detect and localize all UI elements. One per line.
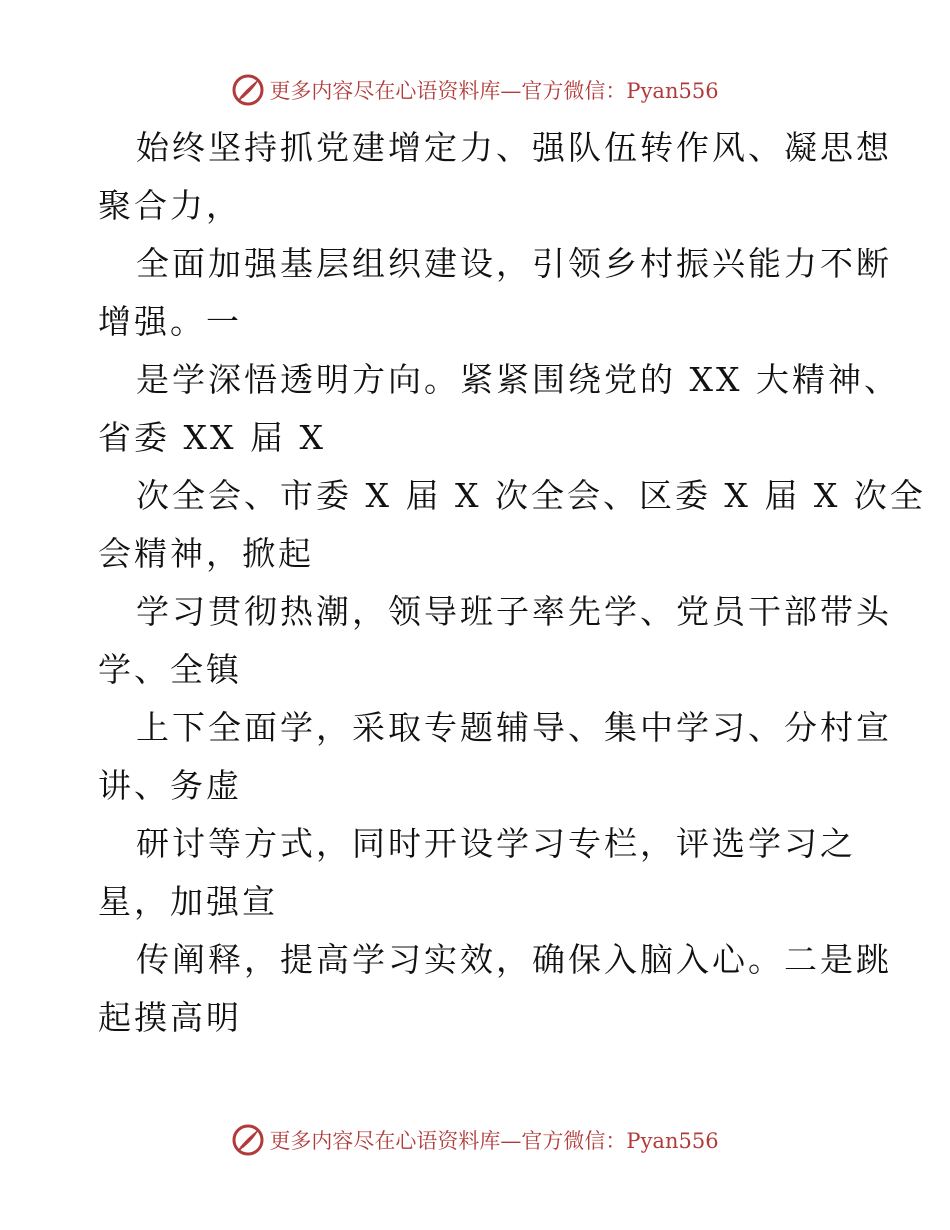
paragraph-8-line-2: 起摸高明 [98, 998, 242, 1037]
quill-pen-logo-icon [231, 73, 265, 107]
footer-banner-text: 更多内容尽在心语资料库—官方微信：Pyan556 [269, 1129, 719, 1153]
paragraph-1-line-1: 始终坚持抓党建增定力、强队伍转作风、凝思想 [136, 128, 892, 167]
header-banner [0, 70, 950, 110]
paragraph-5-line-1: 学习贯彻热潮，领导班子率先学、党员干部带头 [136, 592, 892, 631]
paragraph-7-line-2: 星，加强宣 [98, 882, 278, 921]
paragraph-1-line-2: 聚合力， [98, 186, 242, 225]
paragraph-5-line-2: 学、全镇 [98, 650, 242, 689]
paragraph-2-line-1: 全面加强基层组织建设，引领乡村振兴能力不断 [136, 244, 892, 283]
paragraph-3-line-2: 省委 XX 届 X [98, 418, 326, 457]
header-banner-text: 更多内容尽在心语资料库—官方微信：Pyan556 [269, 79, 719, 103]
paragraph-7-line-1: 研讨等方式，同时开设学习专栏，评选学习之 [136, 824, 856, 863]
paragraph-8-line-1: 传阐释，提高学习实效，确保入脑入心。二是跳 [136, 940, 892, 979]
quill-pen-logo-icon [231, 1123, 265, 1157]
footer-banner [0, 1120, 950, 1160]
paragraph-2-line-2: 增强。一 [98, 302, 242, 341]
paragraph-4-line-2: 会精神，掀起 [98, 534, 314, 573]
paragraph-3-line-1: 是学深悟透明方向。紧紧围绕党的 XX 大精神、 [136, 360, 900, 399]
paragraph-6-line-1: 上下全面学，采取专题辅导、集中学习、分村宣 [136, 708, 892, 747]
paragraph-6-line-2: 讲、务虚 [98, 766, 242, 805]
paragraph-4-line-1: 次全会、市委 X 届 X 次全会、区委 X 届 X 次全 [136, 476, 926, 515]
